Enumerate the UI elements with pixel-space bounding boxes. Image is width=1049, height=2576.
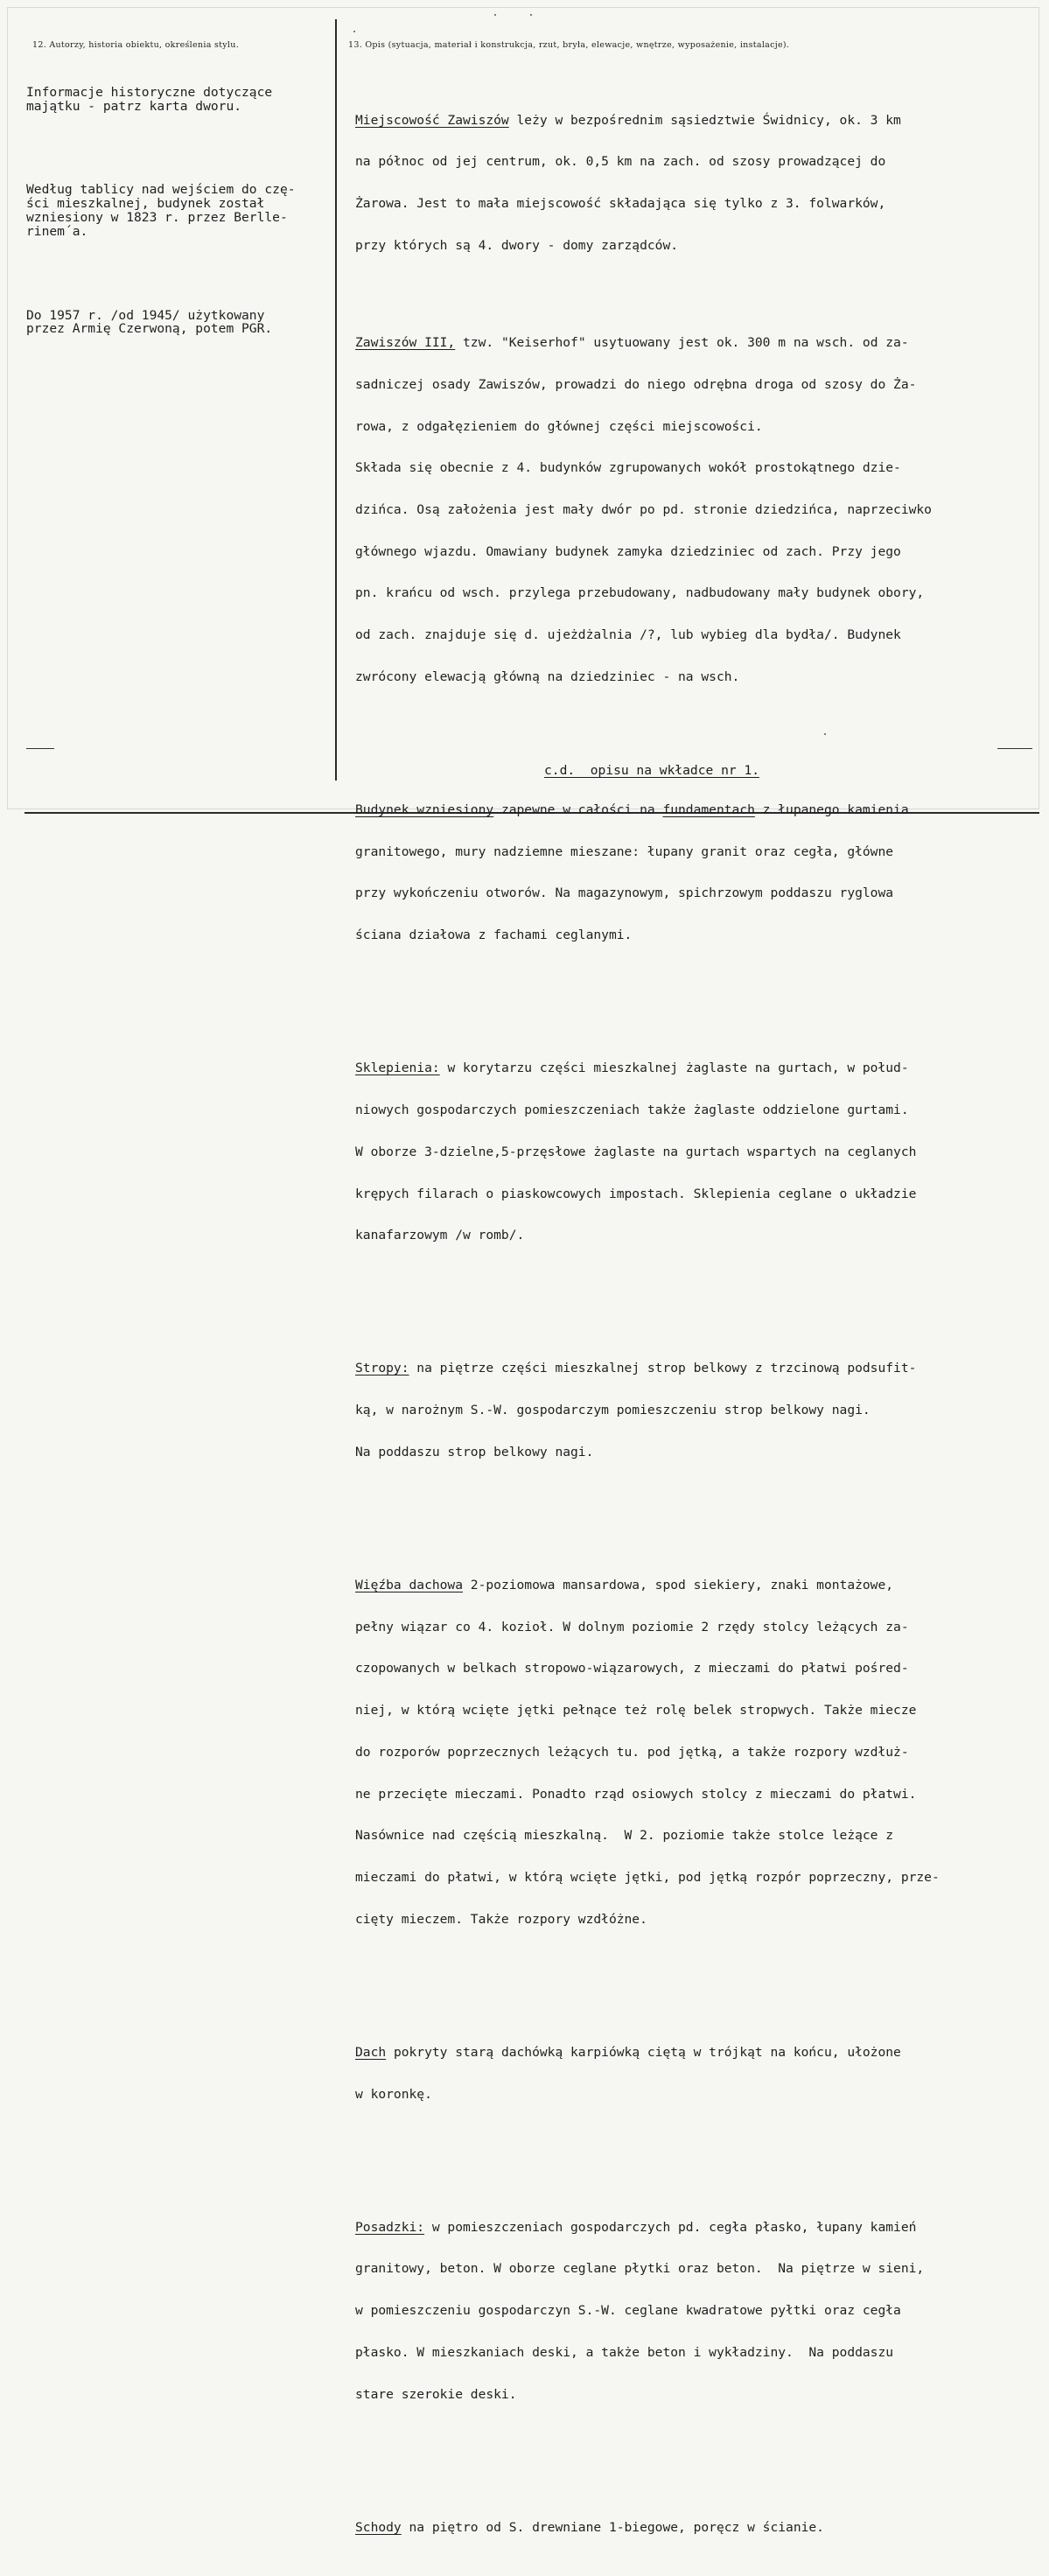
text-line: Żarowa. Jest to mała miejscowość składająca się tylko z 3. folwarków, <box>355 196 886 212</box>
description-column <box>355 58 940 2576</box>
history-paragraph <box>26 309 296 337</box>
text-line: krępych filarach o piaskowcowych impostach. Sklepienia ceglane o układzie <box>355 1186 917 1201</box>
right-tick-mark <box>997 748 1032 749</box>
text-line <box>355 336 940 350</box>
text-line: Do 1957 r. /od 1945/ użytkowany <box>26 307 265 323</box>
underlined-lead: Więźba dachowa <box>355 1577 464 1592</box>
scan-speck <box>353 31 355 32</box>
underlined-lead: Posadzki: <box>355 2219 425 2235</box>
history-paragraph <box>26 86 296 114</box>
paragraph-construction <box>355 775 940 970</box>
text-line: pn. krańcu od wsch. przylega przebudowany, nadbudowany mały budynek obory, <box>355 585 925 601</box>
text-line: głównego wjazdu. Omawiany budynek zamyka dziedziniec od zach. Przy jego <box>355 543 901 559</box>
text-line: dzińca. Osą założenia jest mały dwór po pd. stronie dziedzińca, naprzeciwko <box>355 502 932 517</box>
text-span: tzw. "Keiserhof" usytuowany jest ok. 300 m na wsch. od za- <box>455 335 909 351</box>
underlined-lead: Zawiszów III, <box>355 335 456 351</box>
text-line: W oborze 3-dzielne,5-przęsłowe żaglaste na gurtach wspartych na ceglanych <box>355 1144 917 1159</box>
text-span: 2-poziomowa mansardowa, spod siekiery, znaki montażowe, <box>463 1577 894 1592</box>
text-line <box>355 114 940 128</box>
text-line: czopowanych w belkach stropowo-wiązarowych, z mieczami do płatwi pośred- <box>355 1661 909 1676</box>
history-paragraph <box>26 183 296 239</box>
underlined-lead: Budynek wzniesiony <box>355 802 494 818</box>
text-span: w korytarzu części mieszkalnej żaglaste na gurtach, w połud- <box>439 1060 909 1076</box>
text-line <box>355 1362 940 1376</box>
text-line: Nasównice nad częścią mieszkalną. W 2. poziomie także stolce leżące z <box>355 1828 894 1844</box>
text-line <box>355 1061 940 1075</box>
text-line: sadniczej osady Zawiszów, prowadzi do niego odrębna droga od szosy do Ża- <box>355 376 917 392</box>
history-column <box>26 58 296 350</box>
column-divider <box>335 19 337 780</box>
text-line: cięty mieczem. Także rozpory wzdłóżne. <box>355 1911 647 1927</box>
text-span: w pomieszczeniach gospodarczych pd. cegła płasko, łupany kamień <box>424 2219 917 2235</box>
text-line: pełny wiązar co 4. kozioł. W dolnym poziomie 2 rzędy stolcy leżących za- <box>355 1619 909 1634</box>
text-line: na północ od jej centrum, ok. 0,5 km na zach. od szosy prowadzącej do <box>355 154 886 170</box>
text-span: na piętro od S. drewniane 1-biegowe, poręcz w ścianie. <box>401 2519 824 2535</box>
left-tick-mark <box>26 748 54 749</box>
text-line: rinem´a. <box>26 223 88 239</box>
underlined-lead: Dach <box>355 2044 387 2060</box>
text-line <box>355 1578 940 1592</box>
text-line: stare szerokie deski. <box>355 2386 517 2402</box>
text-line: przy których są 4. dwory - domy zarządców. <box>355 237 679 253</box>
text-line: ściana działowa z fachami ceglanymi. <box>355 928 633 943</box>
text-line: mieczami do płatwi, w którą wcięte jętki, pod jętką rozpór poprzeczny, prze- <box>355 1870 940 1885</box>
text-line: majątku - patrz karta dworu. <box>26 98 242 114</box>
scan-speck <box>530 14 532 16</box>
paragraph-roof-truss <box>355 1550 940 1954</box>
text-line: rowa, z odgałęzieniem do głównej części miejscowości. <box>355 418 763 434</box>
continuation-note: c.d. opisu na wkładce nr 1. <box>544 763 760 778</box>
text-line <box>355 803 940 817</box>
paragraph-vaults <box>355 1034 940 1270</box>
paragraph-roof <box>355 2018 940 2129</box>
underlined-term: fundamentach <box>662 802 755 818</box>
paragraph-stairs <box>355 2493 940 2563</box>
text-line: Według tablicy nad wejściem do czę- <box>26 182 296 198</box>
text-line: granitowego, mury nadziemne mieszane: łupany granit oraz cegła, główne <box>355 844 894 859</box>
text-line: zwrócony elewacją główną na dziedziniec - na wsch. <box>355 668 740 684</box>
text-line: Składa się obecnie z 4. budynków zgrupowanych wokół prostokątnego dzie- <box>355 460 901 476</box>
text-line: Na poddaszu strop belkowy nagi. <box>355 1444 594 1460</box>
text-span: pokryty starą dachówką karpiówką ciętą w trójkąt na końcu, ułożone <box>386 2044 901 2060</box>
text-line <box>355 2521 940 2535</box>
section-12-header: 12. Autorzy, historia obiektu, określenia stylu. <box>32 40 240 50</box>
underlined-lead: Sklepienia: <box>355 1060 440 1076</box>
paragraph-floors <box>355 2193 940 2429</box>
text-span: zapewne w całości na <box>493 802 663 818</box>
text-line: granitowy, beton. W oborze ceglane płytki oraz beton. Na piętrze w sieni, <box>355 2261 925 2277</box>
text-line: płasko. W mieszkaniach deski, a także beton i wykładziny. Na poddaszu <box>355 2344 894 2360</box>
text-span: z łupanego kamienia <box>754 802 909 818</box>
text-line <box>355 2046 940 2060</box>
text-line: Informacje historyczne dotyczące <box>26 84 273 100</box>
text-span: leży w bezpośrednim sąsiedztwie Świdnicy, ok. 3 km <box>508 112 901 128</box>
text-line: wzniesiony w 1823 r. przez Berlle- <box>26 210 288 226</box>
text-line: od zach. znajduje się d. ujeżdżalnia /?, lub wybieg dla bydła/. Budynek <box>355 627 901 643</box>
text-line: ne przecięte mieczami. Ponadto rząd osiowych stolcy z mieczami do płatwi. <box>355 1786 917 1802</box>
text-line: przy wykończeniu otworów. Na magazynowym, spichrzowym poddaszu ryglowa <box>355 886 894 901</box>
text-line: ści mieszkalnej, budynek został <box>26 196 265 212</box>
text-line: w koronkę. <box>355 2086 432 2102</box>
text-line: w pomieszczeniu gospodarczyn S.-W. ceglane kwadratowe pyłtki oraz cegła <box>355 2303 901 2319</box>
text-line: kanafarzowym /w romb/. <box>355 1228 525 1243</box>
text-line: przez Armię Czerwoną, potem PGR. <box>26 321 273 337</box>
text-line: do rozporów poprzecznych leżących tu. pod jętką, a także rozpory wzdłuż- <box>355 1744 909 1760</box>
text-line: niej, w którą wcięte jętki pełnące też rolę belek stropwych. Także miecze <box>355 1703 917 1718</box>
text-line: niowych gospodarczych pomieszczeniach także żaglaste oddzielone gurtami. <box>355 1102 909 1118</box>
section-13-header: 13. Opis (sytuacja, materiał i konstrukcja, rzut, bryła, elewacje, wnętrze, wyposażenie, instalacje). <box>348 40 790 50</box>
text-line <box>355 2221 940 2235</box>
paragraph-ceilings <box>355 1334 940 1488</box>
scan-speck <box>494 14 496 16</box>
underlined-lead: Schody <box>355 2519 402 2535</box>
text-span: na piętrze części mieszkalnej strop belkowy z trzcinową podsufit- <box>409 1361 917 1376</box>
underlined-lead: Stropy: <box>355 1361 409 1376</box>
paragraph-estate <box>355 308 940 711</box>
underlined-lead: Miejscowość Zawiszów <box>355 112 509 128</box>
paragraph-location <box>355 86 940 281</box>
text-line: ką, w narożnym S.-W. gospodarczym pomieszczeniu strop belkowy nagi. <box>355 1403 871 1418</box>
